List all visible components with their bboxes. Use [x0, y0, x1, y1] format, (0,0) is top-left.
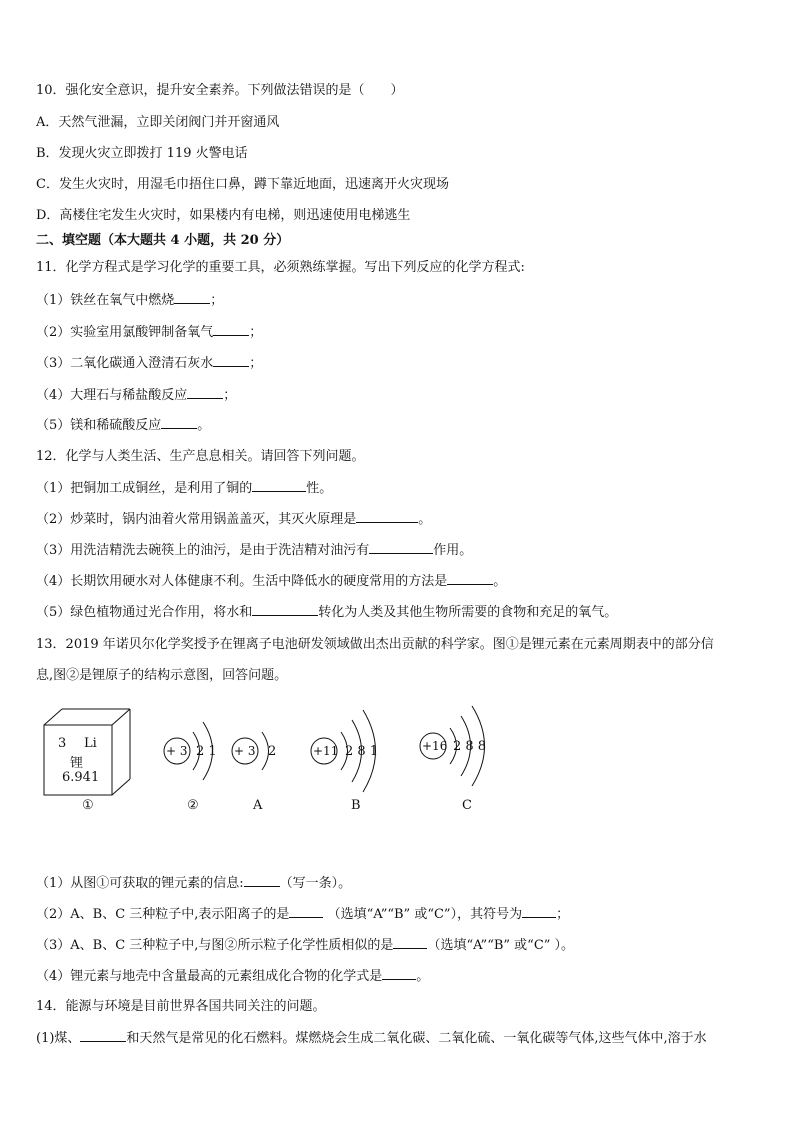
section-title: 二、填空题（本大题共 4 小题，共 20 分） [36, 233, 290, 248]
q13-item-1: （1）从图①可获取的锂元素的信息: （写一条）。 [36, 876, 352, 891]
element-name: 锂 [70, 756, 84, 771]
figure-label-a: A [253, 798, 263, 813]
q14-line-1: (1)煤、 和天然气是常见的化石燃料。煤燃烧会生成二氧化碳、二氧化硫、一氧化碳等气体,这些气体中,溶于水 [36, 1031, 707, 1046]
nucleus-charge: + 3 [166, 744, 188, 758]
q11-item-3: （3）二氧化碳通入澄清石灰水 ； [36, 356, 263, 371]
q10-option-a: A．天然气泄漏，立即关闭阀门并开窗通风 [36, 115, 280, 130]
electron-config: 2 [268, 744, 277, 759]
nucleus-charge: + 3 [234, 744, 256, 758]
q11-item-5: （5）镁和稀硫酸反应 。 [36, 418, 211, 433]
answer-blank[interactable] [252, 603, 318, 616]
answer-blank[interactable] [161, 416, 197, 429]
answer-blank[interactable] [252, 479, 306, 492]
answer-blank[interactable] [213, 354, 249, 367]
electron-config: 2 8 8 [453, 739, 487, 754]
q12-item-1: （1）把铜加工成铜丝，是利用了铜的 性。 [36, 481, 333, 496]
q10-option-c: C．发生火灾时，用湿毛巾捂住口鼻，蹲下靠近地面，迅速离开火灾现场 [36, 177, 449, 192]
figure-label-1: ① [82, 798, 94, 813]
q10-stem: 10．强化安全意识，提升安全素养。下列做法错误的是（ ） [36, 83, 404, 98]
q10-option-b: B．发现火灾立即拨打 119 火警电话 [36, 146, 248, 161]
q11-item-1: （1）铁丝在氧气中燃烧 ； [36, 293, 224, 308]
answer-blank[interactable] [187, 386, 223, 399]
answer-blank[interactable] [393, 936, 427, 949]
q12-item-5: （5）绿色植物通过光合作用，将水和 转化为人类及其他生物所需要的食物和充足的氧气。 [36, 605, 618, 620]
q12-item-2: （2）炒菜时，锅内油着火常用锅盖盖灭，其灭火原理是 。 [36, 512, 432, 527]
q11-stem: 11．化学方程式是学习化学的重要工具，必须熟练掌握。写出下列反应的化学方程式: [36, 260, 525, 275]
q12-item-4: （4）长期饮用硬水对人体健康不利。生活中降低水的硬度常用的方法是 。 [36, 574, 507, 589]
q11-item-4: （4）大理石与稀盐酸反应 ； [36, 388, 237, 403]
answer-blank[interactable] [447, 572, 493, 585]
answer-blank[interactable] [522, 905, 556, 918]
answer-blank[interactable] [174, 291, 210, 304]
q12-stem: 12．化学与人类生活、生产息息相关。请回答下列问题。 [36, 449, 365, 464]
figure-drawing [0, 700, 794, 820]
answer-blank[interactable] [80, 1029, 126, 1042]
q11-item-2: （2）实验室用氯酸钾制备氧气 ； [36, 325, 263, 340]
answer-blank[interactable] [369, 541, 433, 554]
answer-blank[interactable] [382, 967, 416, 980]
element-symbol: Li [84, 736, 97, 751]
figure-label-c: C [462, 798, 472, 813]
figure-label-b: B [351, 798, 361, 813]
answer-blank[interactable] [356, 510, 418, 523]
q13-item-2: （2）A、B、C 三种粒子中,表示阳离子的是 （选填“A”“B” 或“C”），其符号为 ； [36, 907, 570, 922]
q13-item-3: （3）A、B、C 三种粒子中,与图②所示粒子化学性质相似的是 （选填“A”“B” 或“C” ）。 [36, 938, 575, 953]
figure-label-2: ② [187, 798, 199, 813]
electron-config: 2 8 1 [345, 744, 379, 759]
element-mass: 6.941 [62, 770, 100, 785]
electron-config: 2 1 [196, 744, 217, 759]
answer-blank[interactable] [213, 323, 249, 336]
element-atomic-number: 3 [58, 736, 67, 751]
nucleus-charge: +16 [422, 739, 448, 753]
answer-blank[interactable] [289, 905, 323, 918]
q10-option-d: D．高楼住宅发生火灾时，如果楼内有电梯，则迅速使用电梯逃生 [36, 208, 411, 223]
q13-stem-line1: 13．2019 年诺贝尔化学奖授予在锂离子电池研发领域做出杰出贡献的科学家。图①是锂元素在元素周期表中的部分信 [36, 637, 714, 652]
q13-item-4: （4）锂元素与地壳中含量最高的元素组成化合物的化学式是 。 [36, 969, 430, 984]
answer-blank[interactable] [244, 874, 280, 887]
nucleus-charge: +11 [313, 744, 339, 758]
q14-stem: 14．能源与环境是目前世界各国共同关注的问题。 [36, 999, 326, 1014]
atomic-structure-figure [0, 700, 794, 820]
q13-stem-line2: 息,图②是锂原子的结构示意图，回答问题。 [36, 668, 288, 683]
q12-item-3: （3）用洗洁精洗去碗筷上的油污，是由于洗洁精对油污有 作用。 [36, 543, 473, 558]
